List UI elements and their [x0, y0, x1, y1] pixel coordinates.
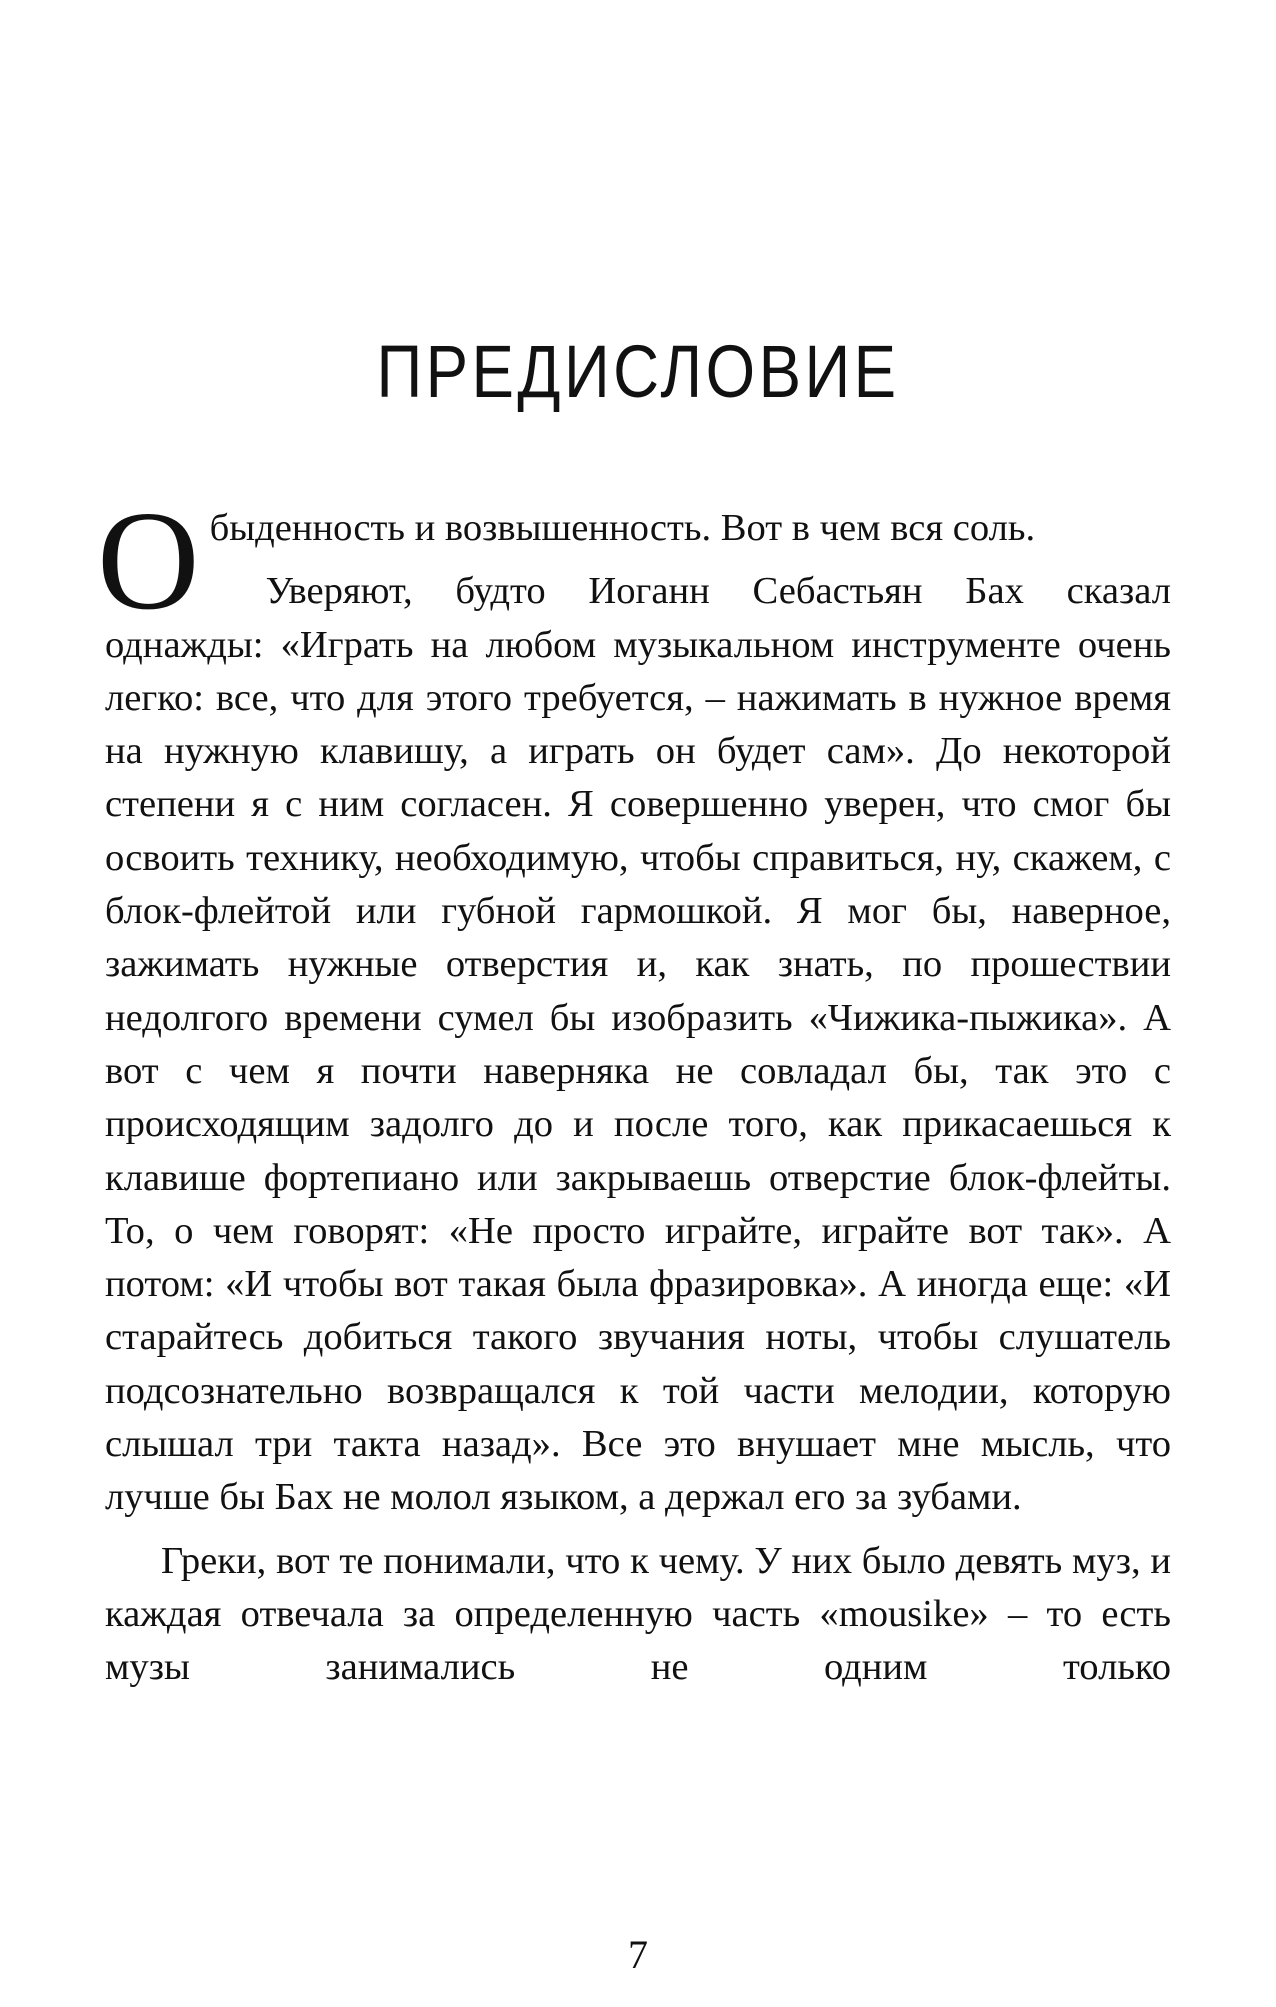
paragraph-1-text: быденность и возвышенность. Вот в чем вся соль.: [209, 507, 1036, 549]
paragraph-3: Греки, вот те понимали, что к чему. У них было девять муз, и каждая отвечала за определенную часть «mousike» – то есть музы занимались не одним только: [105, 1539, 1171, 1689]
chapter-title: ПРЕДИСЛОВИЕ: [376, 330, 900, 413]
paragraph-1: [97, 481, 1171, 639]
body-text: [97, 481, 1171, 1695]
drop-cap: О: [97, 481, 200, 639]
page-number: 7: [628, 1932, 648, 1977]
paragraph-2: Уверяют, будто Иоганн Себастьян Бах сказал однажды: «Играть на любом музыкальном инструменте очень легко: все, что для этого требуется, – нажимать в нужное время на нужную клавишу, а играть он будет сам». До некоторой степени я с ним согласен. Я совершенно уверен, что смог бы освоить технику, необходимую, чтобы справиться, ну, скажем, с блок-флейтой или губной гармошкой. Я мог бы, наверное, зажимать нужные отверстия и, как знать, по прошествии недолгого времени сумел бы изобразить «Чижика-пыжика». А вот с чем я почти наверняка не совладал бы, так это с происходящим задолго до и после того, как прикасаешься к клавише фортепиано или закрываешь отверстие блок-флейты. То, о чем говорят: «Не просто играйте, играйте вот так». А потом: «И чтобы вот такая была фразировка». А иногда еще: «И старайтесь добиться такого звучания ноты, чтобы слушатель подсознательно возвращался к той части мелодии, которую слышал три такта назад». Все это внушает мне мысль, что лучше бы Бах не молол языком, а держал его за зубами.: [105, 570, 1171, 1519]
